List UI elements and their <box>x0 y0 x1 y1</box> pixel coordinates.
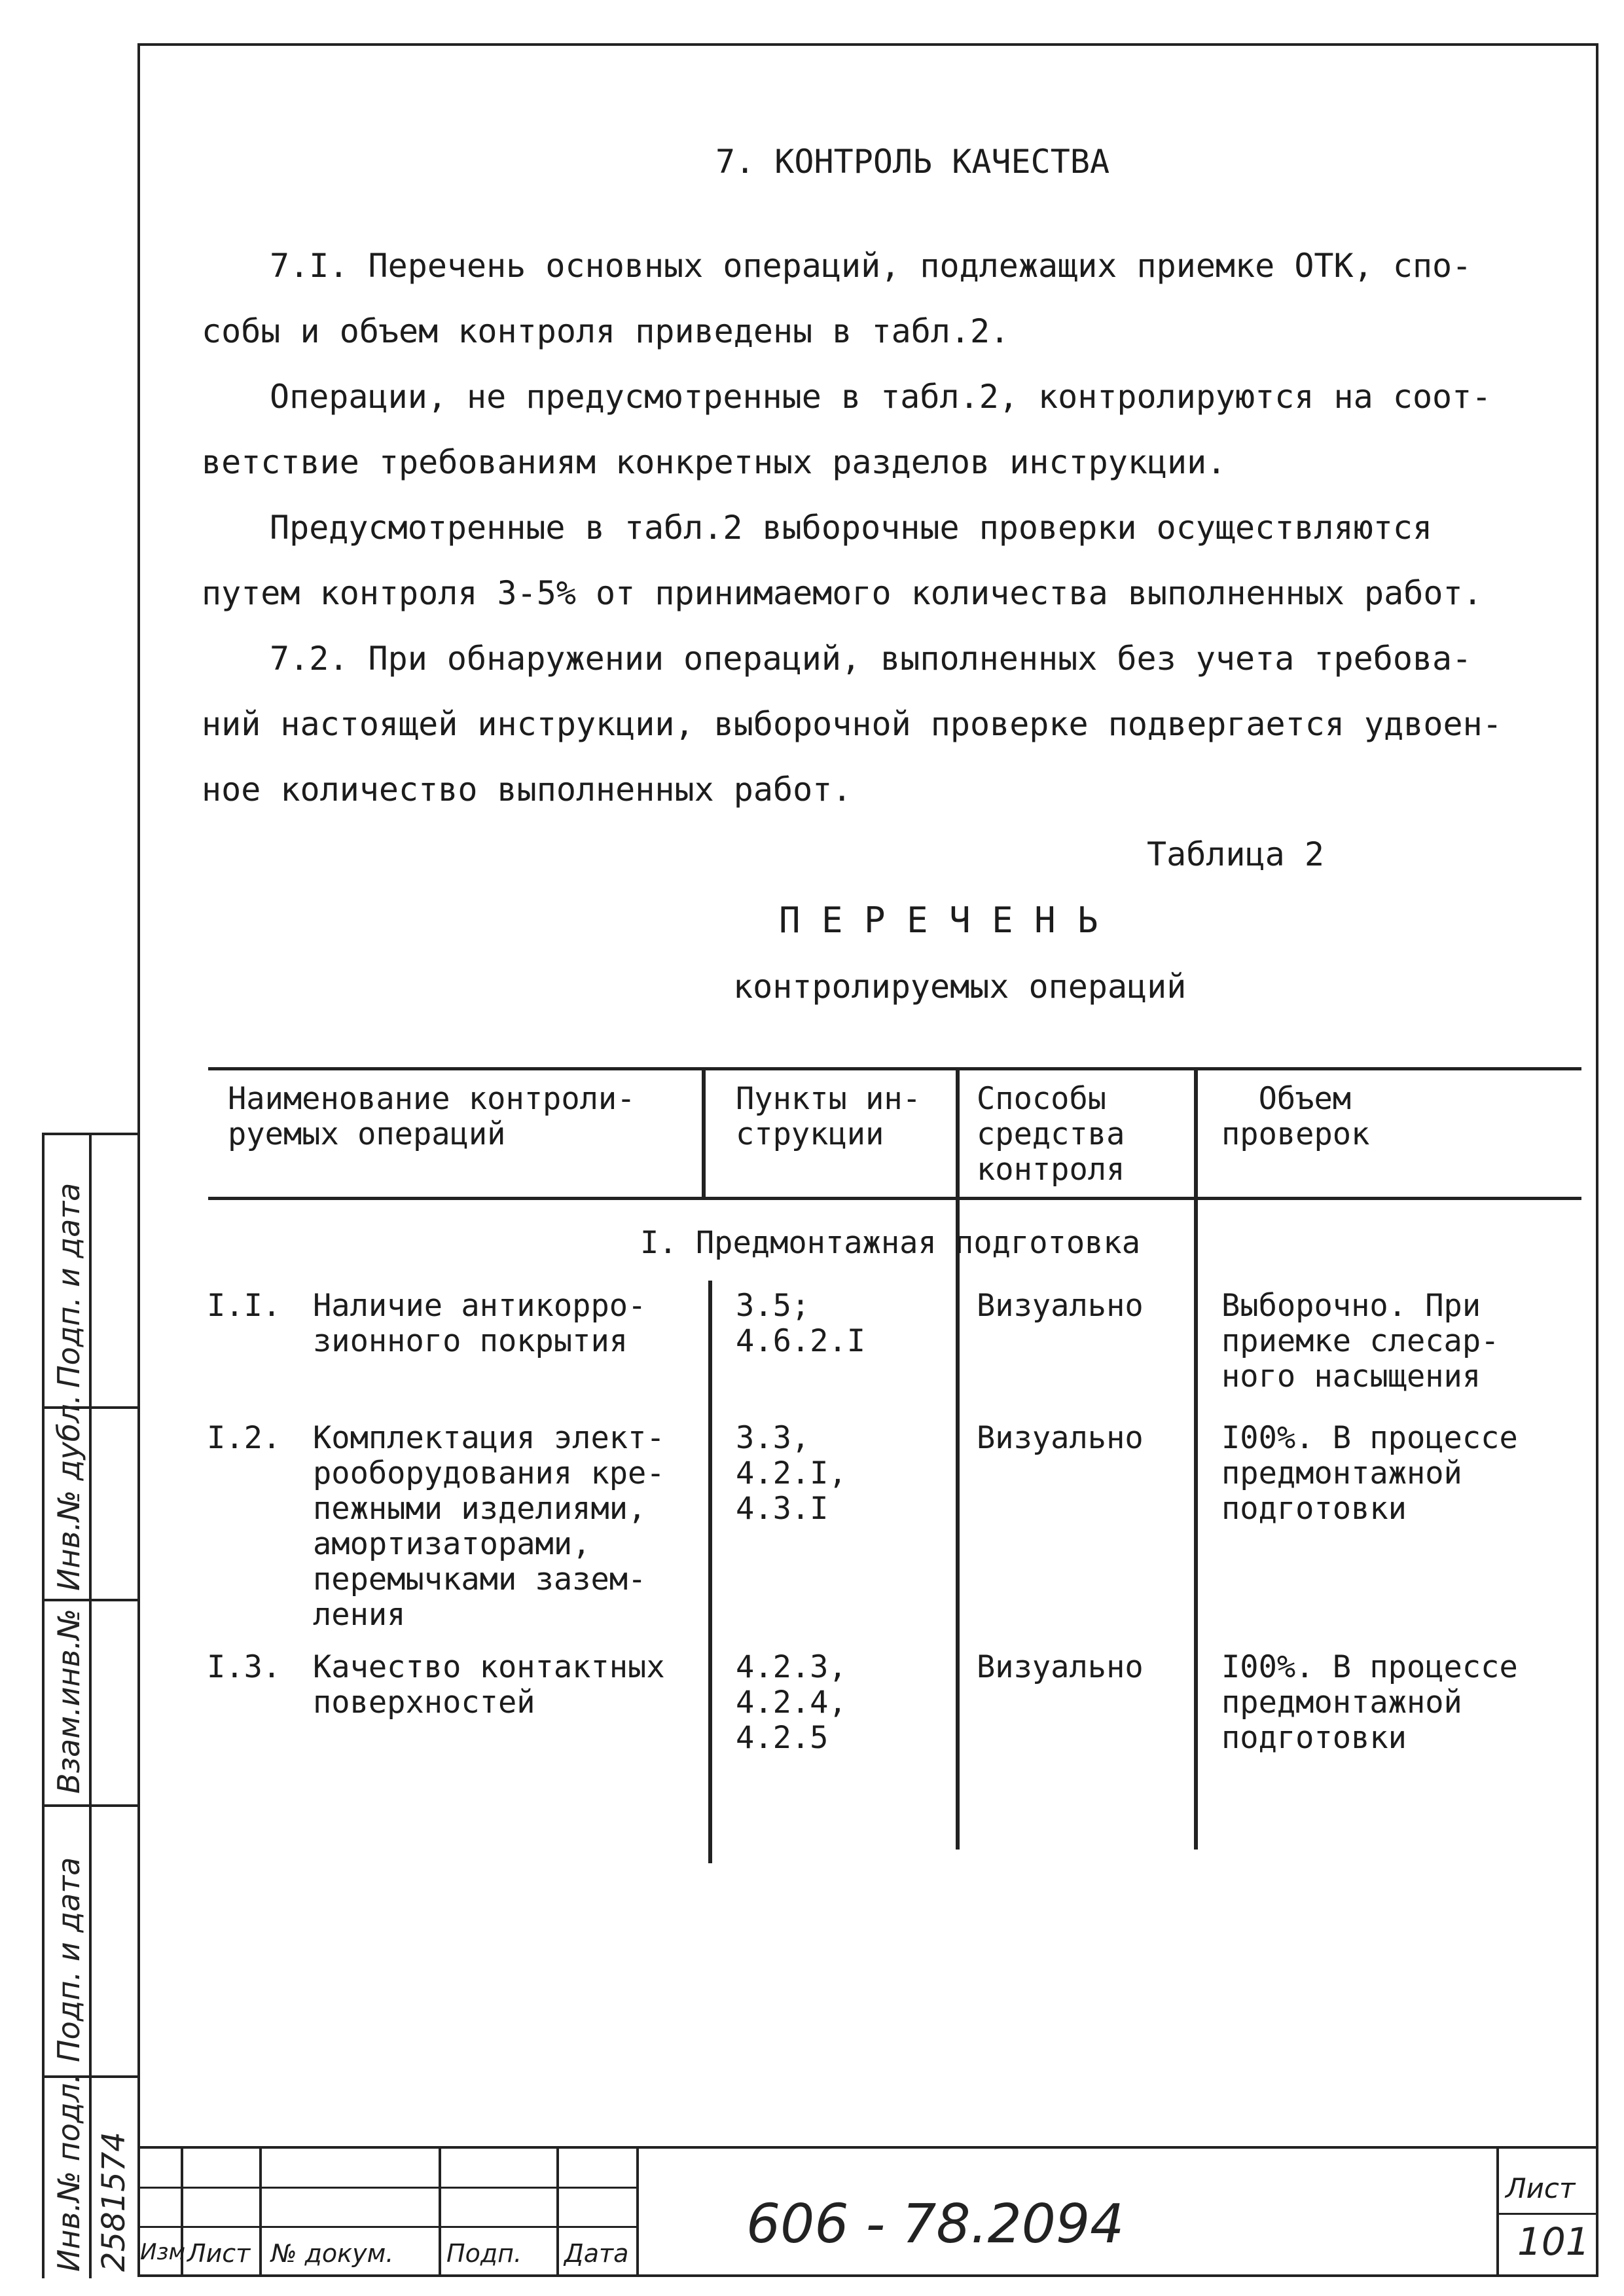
title-block-sheet-divider <box>1496 2213 1598 2215</box>
table-subtitle: контролируемых операций <box>733 968 1187 1006</box>
paragraph-3-line-1: Предусмотренные в табл.2 выборочные проверки осуществляются <box>270 509 1433 547</box>
table-row-1-points: 3.5; 4.6.2.I <box>736 1288 866 1359</box>
table-row-2-number: I.2. <box>207 1420 281 1456</box>
side-label-replace-inv: Взам.инв.№ <box>51 1608 86 1794</box>
table-header-rule <box>208 1197 1581 1200</box>
title-block-col-doc-no: № докум. <box>271 2239 394 2268</box>
paragraph-3-line-2: путем контроля 3-5% от принимаемого количества выполненных работ. <box>202 574 1483 612</box>
table-row-2-points: 3.3, 4.2.I, 4.3.I <box>736 1420 847 1527</box>
section-title: 7. КОНТРОЛЬ КАЧЕСТВА <box>715 143 1110 181</box>
table-header-volume: Объем проверок <box>1221 1081 1370 1152</box>
table-col-divider-2 <box>956 1067 960 1850</box>
side-label-sign-date-2: Подп. и дата <box>51 1857 86 2062</box>
paragraph-7-2-line-3: ное количество выполненных работ. <box>202 771 852 809</box>
table-row-2-volume: I00%. В процессе предмонтажной подготовки <box>1221 1420 1518 1527</box>
table-row-3-number: I.3. <box>207 1649 281 1685</box>
title-block-top <box>137 2146 1598 2149</box>
table-row-3-volume: I00%. В процессе предмонтажной подготовки <box>1221 1649 1518 1756</box>
table-section-row: I. Предмонтажная подготовка <box>640 1225 1141 1261</box>
paragraph-2-line-1: Операции, не предусмотренные в табл.2, контролируются на соот- <box>270 378 1492 416</box>
sheet-number: 101 <box>1517 2219 1590 2264</box>
title-block-col-3 <box>439 2146 441 2277</box>
title-block-row-1 <box>137 2187 638 2189</box>
table-row-2-method: Визуально <box>977 1420 1144 1456</box>
title-block-col-date: Дата <box>564 2239 629 2268</box>
table-top-rule <box>208 1067 1581 1070</box>
side-label-orig-inv: Инв.№ подл. <box>51 2073 86 2272</box>
title-block-col-4 <box>556 2146 559 2277</box>
table-title: П Е Р Е Ч Е Н Ь <box>779 900 1098 941</box>
paragraph-7-1-line-1: 7.I. Перечень основных операций, подлежащих приемке ОТК, спо- <box>270 247 1472 285</box>
table-row-3-operation: Качество контактных поверхностей <box>313 1649 665 1721</box>
table-row-1-operation: Наличие антикорро- зионного покрытия <box>313 1288 647 1359</box>
table-label: Таблица 2 <box>1147 835 1324 873</box>
side-label-sign-date-1: Подп. и дата <box>51 1182 86 1388</box>
paragraph-7-2-line-1: 7.2. При обнаружении операций, выполненных без учета требова- <box>270 640 1472 678</box>
paragraph-2-line-2: ветствие требованиям конкретных разделов инструкции. <box>202 443 1227 481</box>
side-stamp-divider-2 <box>42 1599 137 1601</box>
table-header-points: Пункты ин- струкции <box>736 1081 921 1152</box>
title-block-col-signature: Подп. <box>446 2239 522 2268</box>
title-block-col-change: Изм <box>140 2239 186 2265</box>
table-col-divider-3 <box>1194 1067 1198 1850</box>
sheet-label: Лист <box>1506 2172 1576 2204</box>
table-header-method: Способы средства контроля <box>977 1081 1125 1188</box>
table-row-1-method: Визуально <box>977 1288 1144 1324</box>
table-col-divider-1-header <box>702 1067 706 1197</box>
title-block-col-5 <box>636 2146 639 2277</box>
table-header-operations: Наименование контроли- руемых операций <box>228 1081 636 1152</box>
side-stamp-inner-border <box>89 1133 92 2278</box>
side-inv-number: 2581574 <box>96 2132 132 2272</box>
title-block-sheet-border <box>1496 2146 1499 2277</box>
title-block-row-2 <box>137 2226 638 2228</box>
title-block-col-2 <box>259 2146 262 2277</box>
side-stamp-divider-3 <box>42 1804 137 1807</box>
table-row-2-operation: Комплектация элект- рооборудования кре- пежными изделиями, амортизаторами, перемычками зазем- ления <box>313 1420 665 1633</box>
side-stamp-left-border <box>42 1133 45 2278</box>
table-row-3-points: 4.2.3, 4.2.4, 4.2.5 <box>736 1649 847 1756</box>
table-row-1-volume: Выборочно. При приемке слесар- ного насыщения <box>1221 1288 1500 1394</box>
table-row-3-method: Визуально <box>977 1649 1144 1685</box>
paragraph-7-2-line-2: ний настоящей инструкции, выборочной проверке подвергается удвоен- <box>202 705 1502 743</box>
side-label-dup-inv: Инв.№ дубл. <box>51 1394 86 1591</box>
side-stamp-top <box>42 1133 137 1135</box>
document-code: 606 - 78.2094 <box>746 2193 1125 2255</box>
table-row-1-number: I.I. <box>207 1288 281 1324</box>
paragraph-7-1-line-2: собы и объем контроля приведены в табл.2. <box>202 312 1010 350</box>
table-col-divider-1 <box>708 1281 712 1863</box>
title-block-col-sheet: Лист <box>187 2239 251 2268</box>
